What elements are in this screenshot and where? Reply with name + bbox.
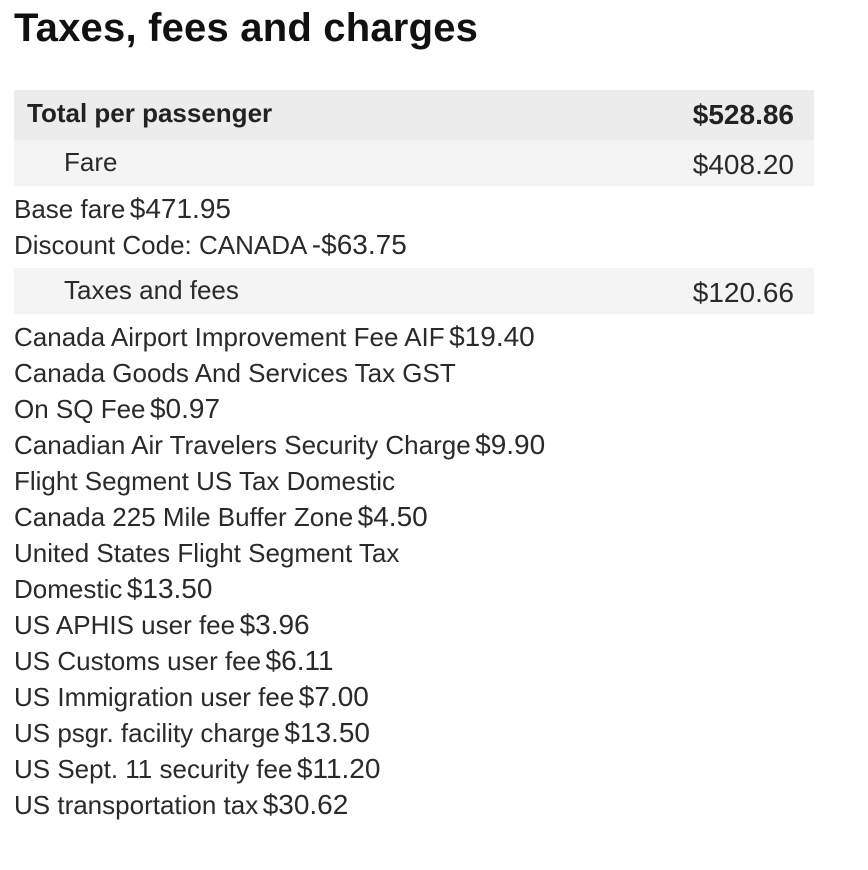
line-item-amount: $4.50 (357, 501, 428, 532)
line-item-label: Canadian Air Travelers Security Charge (14, 430, 471, 460)
fare-group-row (14, 140, 814, 186)
line-item-label: Flight Segment US Tax Domestic (14, 466, 395, 496)
line-item-aphis-fee (14, 610, 814, 646)
line-item-gst-cont (14, 394, 814, 430)
line-item-label: US transportation tax (14, 790, 259, 820)
line-item-amount: $0.97 (149, 393, 221, 424)
fare-breakdown-table (14, 90, 814, 826)
line-item-aif (14, 322, 814, 358)
line-item-us-flight-segment-cont (14, 574, 814, 610)
line-item-flight-segment-buffer (14, 466, 814, 502)
line-item-base-fare (14, 194, 814, 230)
line-item-amount: $3.96 (239, 609, 310, 640)
line-item-label: Canada Airport Improvement Fee AIF (14, 322, 445, 352)
line-item-amount: $9.90 (475, 429, 546, 460)
line-item-sept11-fee (14, 754, 814, 790)
line-item-label-continued: On SQ Fee (14, 394, 146, 424)
page-title: Taxes, fees and charges (14, 6, 479, 50)
line-item-transportation-tax (14, 790, 814, 826)
taxes-items (14, 314, 814, 826)
line-item-amount: $471.95 (129, 193, 231, 224)
total-per-passenger-row (14, 90, 814, 140)
line-item-amount: $19.40 (449, 321, 535, 352)
line-item-amount: $11.20 (296, 753, 381, 784)
line-item-label: Discount Code: CANADA (14, 230, 308, 260)
taxes-amount: $120.66 (692, 277, 794, 308)
taxes-group-row (14, 268, 814, 314)
taxes-label: Taxes and fees (64, 275, 239, 305)
fare-amount: $408.20 (692, 149, 794, 180)
line-item-label-continued: Canada 225 Mile Buffer Zone (14, 502, 354, 532)
line-item-label: US Sept. 11 security fee (14, 754, 293, 784)
line-item-amount: $6.11 (265, 645, 334, 676)
line-item-label-continued: Domestic (14, 574, 123, 604)
line-item-amount: $30.62 (262, 789, 349, 820)
fare-items (14, 186, 814, 268)
line-item-label: US Customs user fee (14, 646, 262, 676)
total-amount: $528.86 (692, 99, 794, 130)
line-item-gst (14, 358, 814, 394)
line-item-amount: $13.50 (126, 573, 213, 604)
line-item-immigration-fee (14, 682, 814, 718)
line-item-amount: $13.50 (284, 717, 370, 748)
line-item-label: United States Flight Segment Tax (14, 538, 400, 568)
line-item-amount: $7.00 (298, 681, 369, 712)
line-item-discount-code (14, 230, 814, 266)
line-item-amount: -$63.75 (311, 229, 407, 260)
line-item-label: US Immigration user fee (14, 682, 295, 712)
line-item-facility-charge (14, 718, 814, 754)
line-item-security-charge (14, 430, 814, 466)
line-item-us-flight-segment (14, 538, 814, 574)
line-item-label: US psgr. facility charge (14, 718, 280, 748)
line-item-customs-fee (14, 646, 814, 682)
fare-label: Fare (64, 147, 118, 177)
line-item-flight-segment-buffer-cont (14, 502, 814, 538)
total-label: Total per passenger (27, 98, 273, 128)
line-item-label: Canada Goods And Services Tax GST (14, 358, 456, 388)
line-item-label: Base fare (14, 194, 126, 224)
line-item-label: US APHIS user fee (14, 610, 236, 640)
